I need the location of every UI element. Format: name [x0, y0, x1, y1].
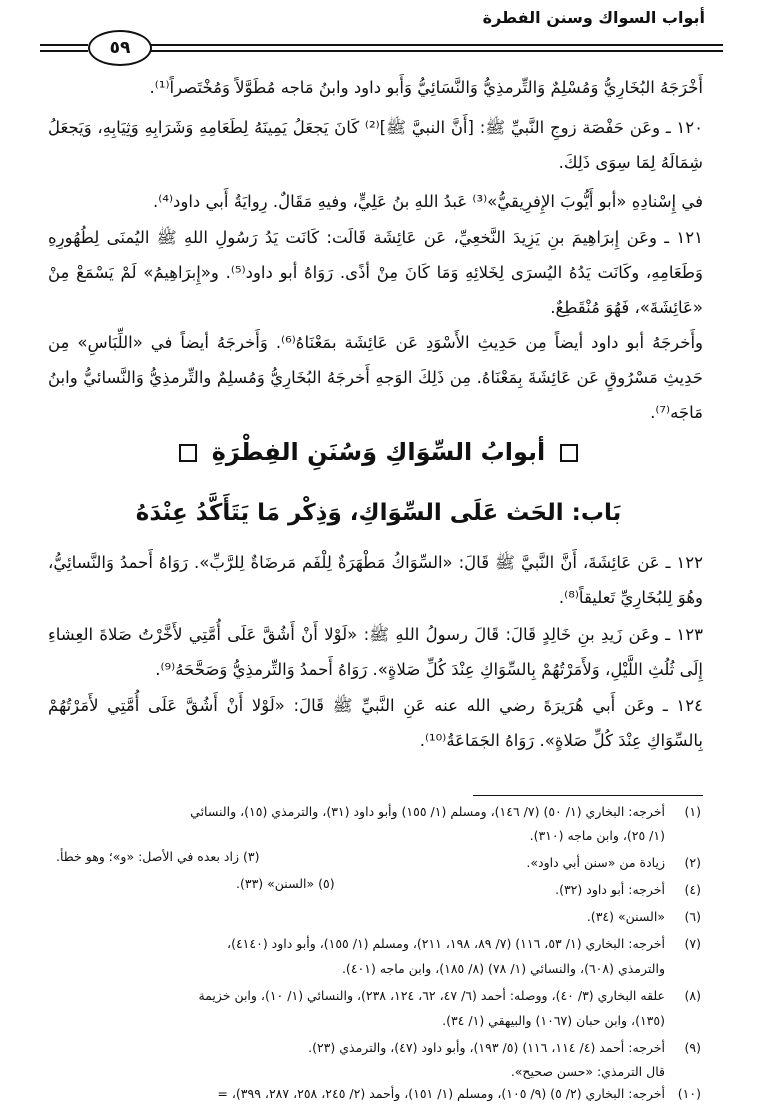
- footnote-number: (١٠): [677, 1086, 701, 1101]
- footnote-4: [401, 876, 701, 903]
- footnote-text: علقه البخاري (٣/ ٤٠)، ووصله: أحمد (٦/ ٤٧، ٦٢، ١٢٤، ٢٣٨)، والنسائي (١/ ١٠)، وابن خزيمة: [198, 988, 665, 1003]
- header-rule: [148, 44, 723, 46]
- footnote-text: «السنن» (٣٣).: [236, 876, 315, 891]
- footnote-number: (٥): [318, 876, 335, 891]
- footnote-text: زاد بعده في الأصل: «و»؛ وهو خطأ.: [56, 849, 239, 864]
- footnote-9-cont: قال الترمذي: «حسن صحيح».: [510, 1064, 665, 1079]
- footnote-number: (١): [684, 804, 701, 819]
- paragraph-takhrij-1: أَخْرَجَهُ البُخَارِيُّ وَمُسْلِمٌ وَالتِّرمذِيُّ وَالنَّسَائِيُّ وَأَبو داود وابنُ مَاجه مُطَوَّلاً وَمُخْتَصراً⁽¹⁾.: [149, 78, 703, 97]
- chapter-title: بَاب: الحَث عَلَى السِّوَاكِ، وَذِكْر مَا يَتَأَكَّدُ عِنْدَهُ: [135, 500, 622, 526]
- header-rule: [40, 50, 88, 52]
- footnote-text: زيادة من «سنن أبي داود».: [526, 855, 665, 870]
- footnote-number: (٩): [684, 1040, 701, 1055]
- running-title: أبواب السواك وسنن الفطرة: [482, 8, 705, 27]
- header-rule: [40, 44, 88, 46]
- footnote-text: أخرجه: أحمد (٤/ ١١٤، ١١٦) (٥/ ١٩٣)، وأبو داود (٤٧)، والترمذي (٢٣).: [308, 1040, 665, 1055]
- footnote-text: أخرجه: البخاري (١/ ٥٠) (٧/ ١٤٦)، ومسلم (١/ ١٥٥) وأبو داود (٣١)، والترمذي (١٥)، والنسائي: [190, 804, 665, 819]
- footnote-1-cont: (١/ ٢٥)، وابن ماجه (٣١٠).: [529, 828, 665, 843]
- square-ornament-icon: [179, 444, 197, 462]
- footnote-1: [51, 798, 701, 825]
- footnote-number: (٣): [242, 849, 260, 864]
- footnote-8-cont: (١٣٥)، وابن حبان (١٠٦٧) والبيهقي (١/ ٣٤).: [442, 1013, 665, 1028]
- square-ornament-icon: [560, 444, 578, 462]
- section-title: [0, 438, 757, 466]
- footnote-7: [51, 930, 701, 957]
- footnote-text: أخرجه: البخاري (٢/ ٥) (٩/ ١٠٥)، ومسلم (١/ ١٥١)، وأحمد (٢/ ٢٤٥، ٢٥٨، ٢٨٧، ٣٩٩)، =: [217, 1086, 665, 1101]
- footnote-6: [51, 903, 701, 930]
- footnote-7-cont: والترمذي (٦٠٨)، والنسائي (١/ ٧٨) (٨/ ١٨٥)، وابن ماجه (٤٠١).: [341, 961, 665, 976]
- hadith-123: ١٢٣ ـ وعَن زَيدِ بنِ خَالِدٍ قَالَ: قَالَ رسولُ اللهِ ﷺ: «لَوْلا أَنْ أَشُقَّ عَلَى أُمَّتِي لأَخَّرْتُ صَلاةَ العِشاءِ إِلَى ثُلُثِ اللَّيْلِ، وَلأَمَرْتُهُمْ بِالسِّوَاكِ عِنْدَ كُلِّ صَلاةٍ». رَوَاهُ أَحمدُ وَالتِّرمذِيُّ وَصَحَّحَهُ⁽⁹⁾.: [48, 625, 703, 679]
- hadith-124: ١٢٤ ـ وعَن أَبي هُرَيرَةَ رضي الله عنه عَنِ النَّبيِّ ﷺ قَالَ: «لَوْلا أَنْ أَشُقَّ عَلَى أُمَّتِي لأَمَرْتُهُمْ بِالسِّوَاكِ عِنْدَ كُلِّ صَلاةٍ». رَوَاهُ الجَمَاعَةُ⁽¹⁰⁾.: [48, 696, 703, 750]
- footnote-10: [51, 1080, 701, 1107]
- page-number-badge: [88, 30, 152, 66]
- paragraph-isnad-note: في إِسْنادِهِ «أبو أَيُّوبَ الإِفرِيقيُّ»⁽³⁾ عَبدُ اللهِ بنُ عَلِيٍّ، وفيهِ مَقَالٌ. رِوايَةُ أَبي داود⁽⁴⁾.: [153, 192, 703, 211]
- footnote-number: (٢): [684, 855, 701, 870]
- hadith-121: ١٢١ ـ وعَن إِبرَاهِيمَ بنِ يَزِيدَ النَّخعِيِّ، عَن عَائِشَة قَالَت: كَانَت يَدُ رَسُولِ اللهِ ﷺ اليُمنَى لِطُهُورِهِ وَطَعَامِهِ، وكَانَت يَدُهُ اليُسرَى لِخَلائِهِ وَمَا كَانَ مِنْ أذًى. رَوَاهُ أبو داود⁽⁵⁾. و«إِبرَاهِيمُ» لَمْ يَسْمَعْ مِنْ «عَائِشَةَ»، فَهُوَ مُنْقَطِعٌ.: [48, 228, 703, 317]
- footnote-text: «السنن» (٣٤).: [586, 909, 665, 924]
- footnote-3: [56, 849, 259, 864]
- footnote-5: [236, 876, 335, 891]
- footnote-number: (٦): [684, 909, 701, 924]
- footnote-number: (٨): [684, 988, 701, 1003]
- paragraph-takhrij-2: وأَخرجَهُ أبو داود أيضاً مِن حَدِيثِ الأَسْوَدِ عَن عَائِشَة بمَعْنَاهُ⁽⁶⁾. وَأَخرجَهُ أيضاً في «اللِّبَاسِ» مِن حَدِيثِ مَسْرُوقٍ عَن عَائِشَةَ بِمَعْنَاهُ. مِن ذَلِكَ الوَجهِ أَخرجَهُ البُخَارِيُّ وَمُسلِمٌ والتِّرمذِيُّ وَالنَّسائيُّ وابنُ مَاجَه⁽⁷⁾.: [48, 333, 704, 422]
- footnote-2: [401, 849, 701, 876]
- footnote-text: أخرجه: البخاري (١/ ٥٣، ١١٦) (٧/ ٨٩، ١٩٨، ٢١١)، ومسلم (١/ ١٥٥)، وأبو داود (٤١٤٠)،: [227, 936, 665, 951]
- footnote-separator: [473, 795, 703, 796]
- footnote-number: (٧): [684, 936, 701, 951]
- page-number: ٥٩: [109, 38, 131, 58]
- hadith-122: ١٢٢ ـ عَن عَائِشَةَ، أَنَّ النَّبيَّ ﷺ قَالَ: «السِّوَاكُ مَطْهَرَةٌ لِلْفَم مَرضَاةٌ لِلرَّبِّ». رَوَاهُ أَحمدُ وَالنَّسائِيُّ، وهُوَ لِلبُخَارِيِّ تَعليقاً⁽⁸⁾.: [48, 553, 703, 607]
- footnote-text: أخرجه: أبو داود (٣٢).: [555, 882, 665, 897]
- footnote-9: [51, 1034, 701, 1061]
- hadith-120: ١٢٠ ـ وعَن حَفْصَة زوجِ النَّبيِّ ﷺ: [أَنَّ النبيَّ ﷺ]⁽²⁾ كَانَ يَجعَلُ يَمِينَهُ لِطَعَامِهِ وَشَرَابِهِ وَثِيَابِهِ، وَيَجعَلُ شِمَالَهُ لِمَا سِوَى ذَلِكَ.: [48, 118, 703, 172]
- section-title-text: أبوابُ السِّوَاكِ وَسُنَنِ الفِطْرَةِ: [211, 438, 546, 466]
- header-rule: [148, 50, 723, 52]
- footnote-number: (٤): [684, 882, 701, 897]
- footnote-8: [51, 982, 701, 1009]
